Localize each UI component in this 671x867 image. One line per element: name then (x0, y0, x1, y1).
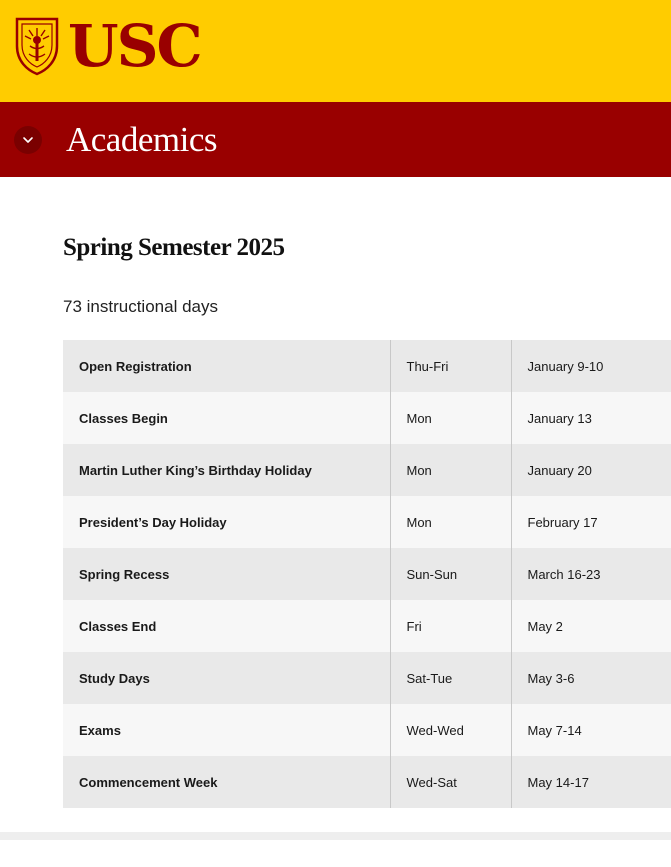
event-cell: Martin Luther King’s Birthday Holiday (79, 462, 312, 478)
event-cell: Classes End (79, 618, 157, 634)
trojan-seal-icon (14, 16, 60, 76)
table-row (63, 392, 671, 444)
table-row (63, 548, 671, 600)
weekday-cell: Mon (390, 444, 511, 496)
date-cell: January 13 (527, 410, 592, 426)
weekday-cell: Mon (390, 392, 511, 444)
event-cell: Open Registration (79, 358, 192, 374)
weekday-cell: Wed-Sat (390, 756, 511, 808)
usc-seal-logo[interactable] (14, 16, 60, 76)
event-cell: Classes Begin (79, 410, 168, 426)
instructional-days-note: 73 instructional days (63, 297, 218, 316)
event-cell: President’s Day Holiday (79, 514, 227, 530)
weekday-cell: Thu-Fri (390, 340, 511, 392)
usc-wordmark[interactable]: USC (68, 12, 201, 80)
date-cell: May 3-6 (527, 670, 575, 686)
weekday-cell: Sat-Tue (390, 652, 511, 704)
site-header (0, 0, 671, 102)
table-row (63, 652, 671, 704)
date-cell: May 14-17 (527, 774, 589, 790)
chevron-down-icon (22, 134, 34, 146)
date-cell: January 9-10 (527, 358, 604, 374)
table-row (63, 340, 671, 392)
table-row (63, 756, 671, 808)
table-row (63, 444, 671, 496)
page-divider (0, 832, 671, 840)
semester-title: Spring Semester 2025 (63, 234, 285, 261)
event-cell: Exams (79, 722, 121, 738)
event-cell: Commencement Week (79, 774, 218, 790)
event-cell: Spring Recess (79, 566, 170, 582)
academic-calendar-table (63, 340, 671, 808)
date-cell: May 7-14 (527, 722, 582, 738)
weekday-cell: Mon (390, 496, 511, 548)
date-cell: March 16-23 (527, 566, 601, 582)
event-cell: Study Days (79, 670, 150, 686)
section-title: Academics (66, 120, 217, 159)
table-row (63, 704, 671, 756)
section-menu-toggle[interactable] (14, 126, 42, 154)
date-cell: January 20 (527, 462, 592, 478)
date-cell: May 2 (527, 618, 563, 634)
table-row (63, 600, 671, 652)
table-row (63, 496, 671, 548)
date-cell: February 17 (527, 514, 598, 530)
weekday-cell: Wed-Wed (390, 704, 511, 756)
weekday-cell: Fri (390, 600, 511, 652)
weekday-cell: Sun-Sun (390, 548, 511, 600)
